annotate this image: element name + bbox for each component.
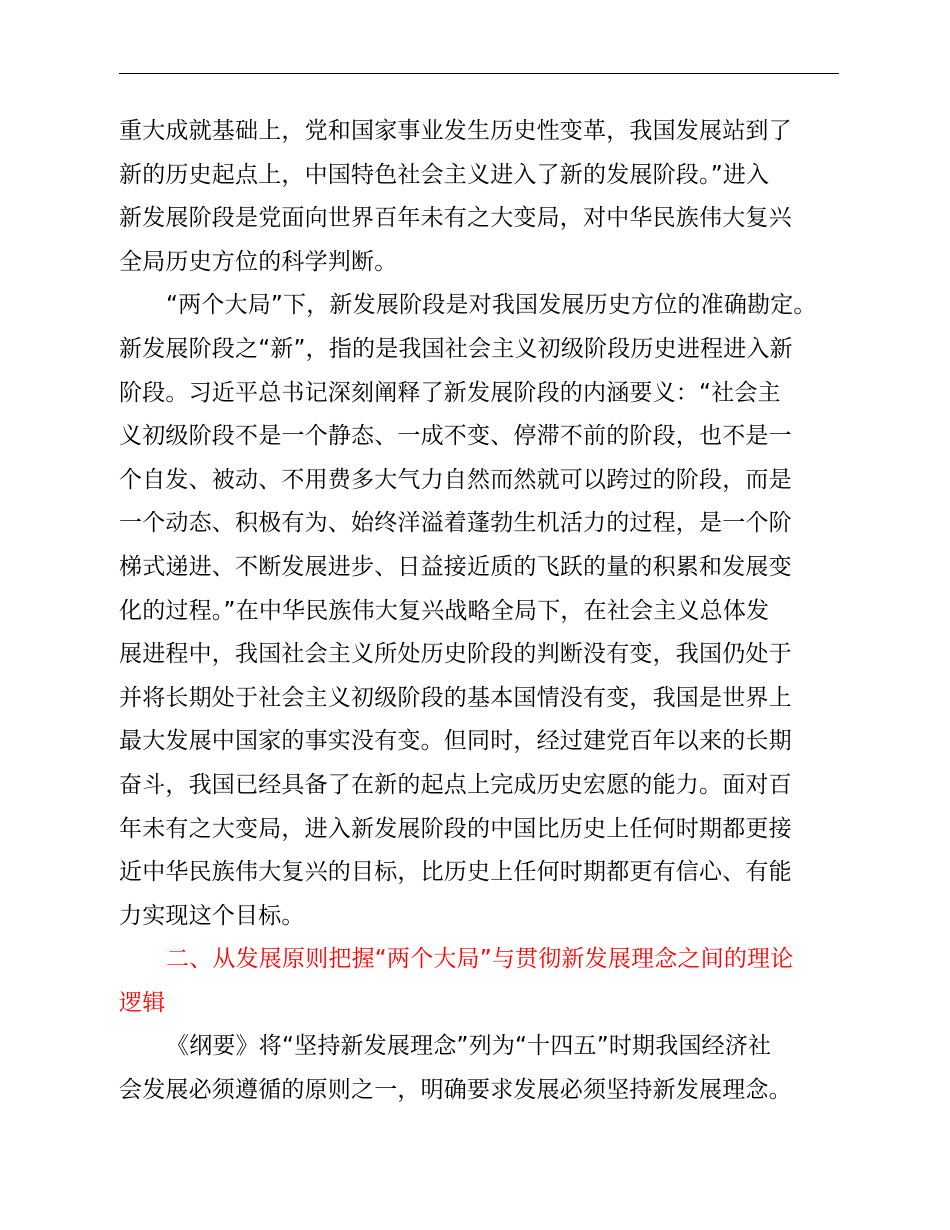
body-line: 一个动态、积极有为、始终洋溢着蓬勃生机活力的过程，是一个阶 [119,510,792,537]
body-line: 新发展阶段之“新”，指的是我国社会主义初级阶段历史进程进入新 [119,335,793,362]
body-line: 力实现这个目标。 [119,902,305,929]
body-line: 奋斗，我国已经具备了在新的起点上完成历史宏愿的能力。面对百 [119,771,792,798]
body-line: 近中华民族伟大复兴的目标，比历史上任何时期都更有信心、有能 [119,859,792,886]
header-rule [119,73,839,74]
body-line: 梯式递进、不断发展进步、日益接近质的飞跃的量的积累和发展变 [119,553,792,580]
section-heading: 二、从发展原则把握“两个大局”与贯彻新发展理念之间的理论 [166,946,794,973]
document-body [119,110,859,1113]
paragraph-first-line: 《纲要》将“坚持新发展理念”列为“十四五”时期我国经济社 [166,1033,772,1060]
body-line: 阶段。习近平总书记深刻阐释了新发展阶段的内涵要义：“社会主 [119,379,781,406]
paragraph-first-line: “两个大局”下，新发展阶段是对我国发展历史方位的准确勘定。 [166,292,817,319]
body-line: 个自发、被动、不用费多大气力自然而然就可以跨过的阶段，而是 [119,466,792,493]
section-heading-continuation: 逻辑 [119,989,166,1016]
body-line: 化的过程。”在中华民族伟大复兴战略全局下，在社会主义总体发 [119,597,770,624]
body-line: 年未有之大变局，进入新发展阶段的中国比历史上任何时期都更接 [119,815,792,842]
body-line: 会发展必须遵循的原则之一，明确要求发展必须坚持新发展理念。 [119,1077,792,1104]
body-line: 最大发展中国家的事实没有变。但同时，经过建党百年以来的长期 [119,728,792,755]
body-line: 全局历史方位的科学判断。 [119,248,398,275]
body-line: 新的历史起点上，中国特色社会主义进入了新的发展阶段。”进入 [119,161,770,188]
body-line: 并将长期处于社会主义初级阶段的基本国情没有变，我国是世界上 [119,684,792,711]
body-line: 义初级阶段不是一个静态、一成不变、停滞不前的阶段，也不是一 [119,423,792,450]
body-line: 重大成就基础上，党和国家事业发生历史性变革，我国发展站到了 [119,118,792,144]
body-line: 新发展阶段是党面向世界百年未有之大变局，对中华民族伟大复兴 [119,205,792,232]
body-line: 展进程中，我国社会主义所处历史阶段的判断没有变，我国仍处于 [119,641,792,668]
